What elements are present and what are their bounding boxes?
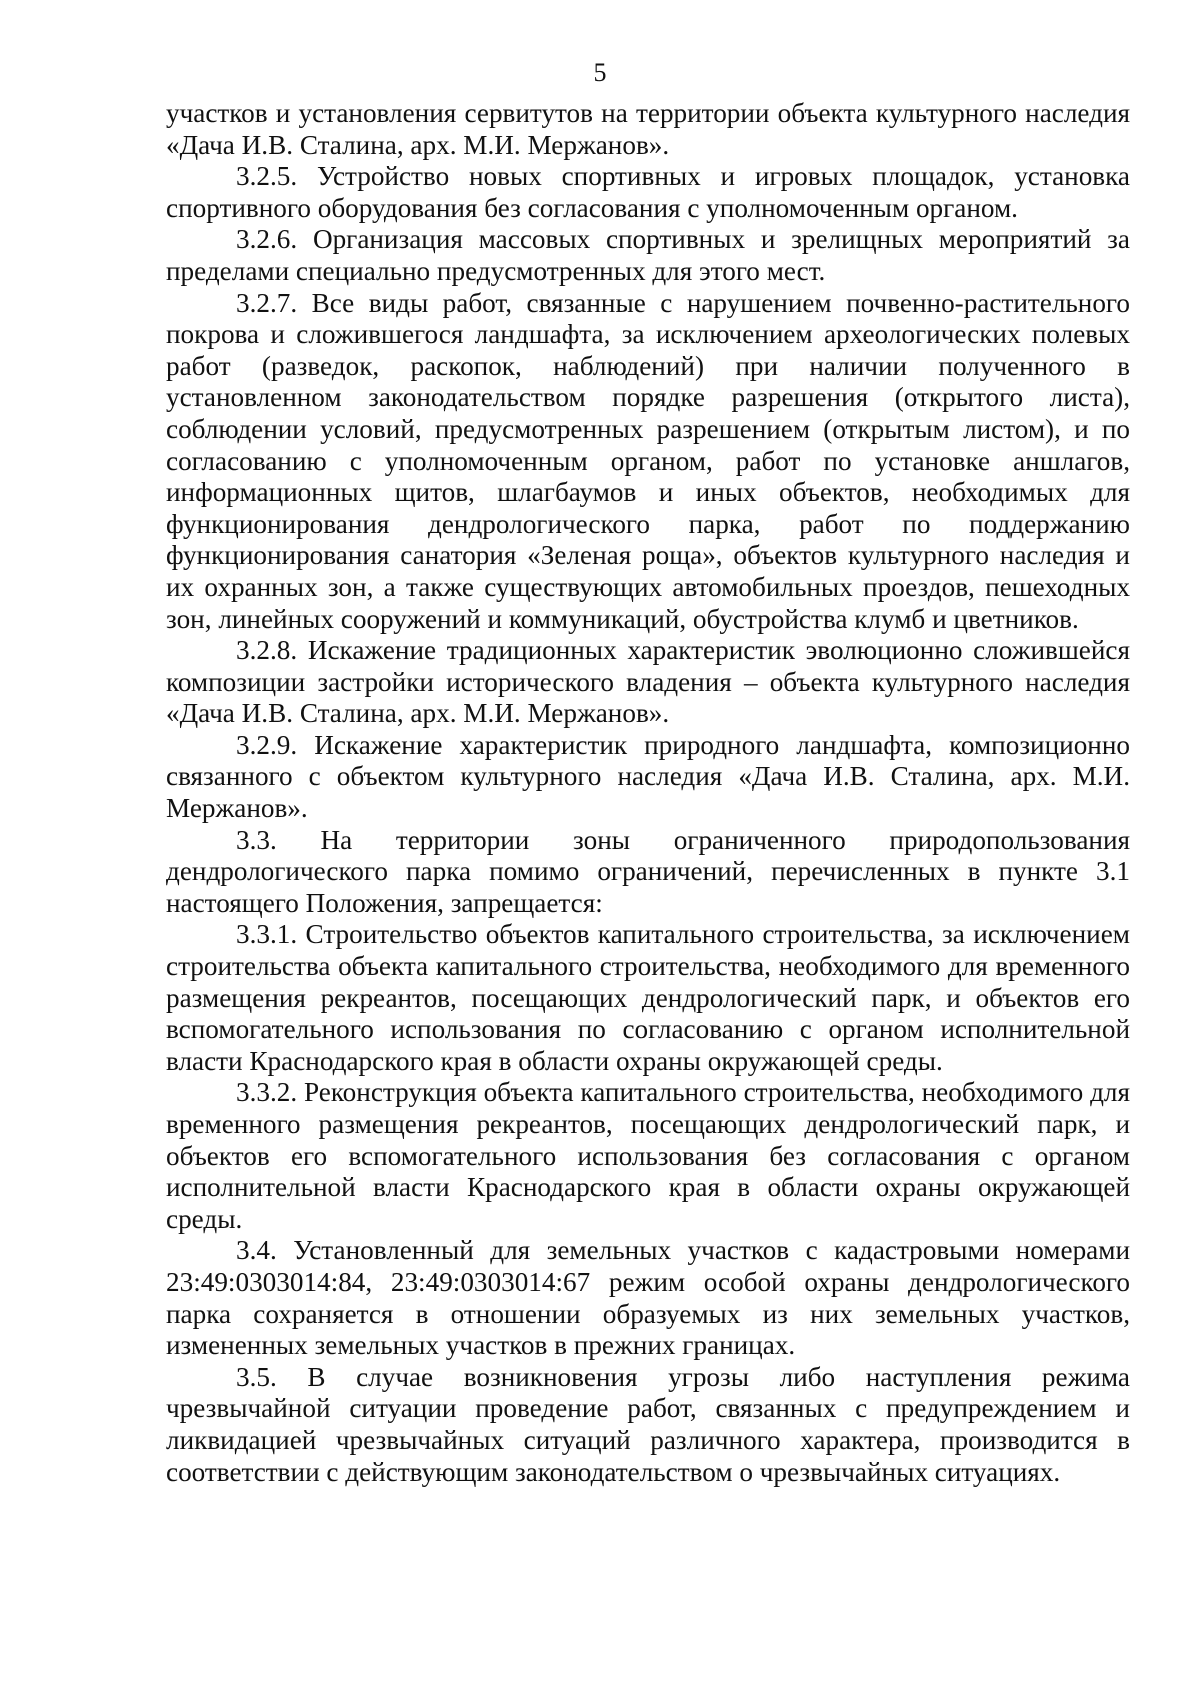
paragraph-3-3: 3.3. На территории зоны ограниченного природопользования дендрологического парка помимо ограничений, перечисленных в пункте 3.1 настоящего Положения, запрещается: [166,824,1130,918]
paragraph-3-2-9: 3.2.9. Искажение характеристик природного ландшафта, композиционно связанного с объектом культурного наследия «Дача И.В. Сталина, арх. М.И. Мержанов». [166,729,1130,824]
paragraph-3-5: 3.5. В случае возникновения угрозы либо наступления режима чрезвычайной ситуации проведение работ, связанных с предупреждением и ликвидацией чрезвычайных ситуаций различного характера, производится в соответствии с действующим законодательством о чрезвычайных ситуациях. [166,1361,1130,1487]
paragraph-continuation: участков и установления сервитутов на территории объекта культурного наследия «Дача И.В. Сталина, арх. М.И. Мержанов». [166,98,1130,160]
paragraph-3-2-5: 3.2.5. Устройство новых спортивных и игровых площадок, установка спортивного оборудования без согласования с уполномоченным органом. [166,161,1130,223]
paragraph-3-2-7: 3.2.7. Все виды работ, связанные с нарушением почвенно-растительного покрова и сложившегося ландшафта, за исключением археологических полевых работ (разведок, раскопок, наблюдений) при наличии полученного в установленном законодательством порядке разрешения (открытого листа), соблюдении условий, предусмотренных разрешением (открытым листом), и по согласованию с уполномоченным органом, работ по установке аншлагов, информационных щитов, шлагбаумов и иных объектов, необходимых для функционирования дендрологического парка, работ по поддержанию функционирования санатория «Зеленая роща», объектов культурного наследия и их охранных зон, а также существующих автомобильных проездов, пешеходных зон, линейных сооружений и коммуникаций, обустройства клумб и цветников. [166,287,1130,634]
paragraph-3-3-1: 3.3.1. Строительство объектов капитального строительства, за исключением строительства объекта капитального строительства, необходимого для временного размещения рекреантов, посещающих дендрологический парк, и объектов его вспомогательного использования по согласованию с органом исполнительной власти Краснодарского края в области охраны окружающей среды. [166,919,1130,1076]
page-number: 5 [593,58,607,87]
paragraph-3-4: 3.4. Установленный для земельных участков с кадастровыми номерами 23:49:0303014:84, 23:49:0303014:67 режим особой охраны дендрологического парка сохраняется в отношении образуемых из них земельных участков, измененных земельных участков в прежних границах. [166,1235,1130,1361]
paragraph-3-2-6: 3.2.6. Организация массовых спортивных и зрелищных мероприятий за пределами специально предусмотренных для этого мест. [166,224,1130,286]
paragraph-3-2-8: 3.2.8. Искажение традиционных характеристик эволюционно сложившейся композиции застройки исторического владения – объекта культурного наследия «Дача И.В. Сталина, арх. М.И. Мержанов». [166,635,1130,729]
document-body [166,98,1130,1488]
paragraph-3-3-2: 3.3.2. Реконструкция объекта капитального строительства, необходимого для временного размещения рекреантов, посещающих дендрологический парк, и объектов его вспомогательного использования без согласования с органом исполнительной власти Краснодарского края в области охраны окружающей среды. [166,1077,1130,1234]
